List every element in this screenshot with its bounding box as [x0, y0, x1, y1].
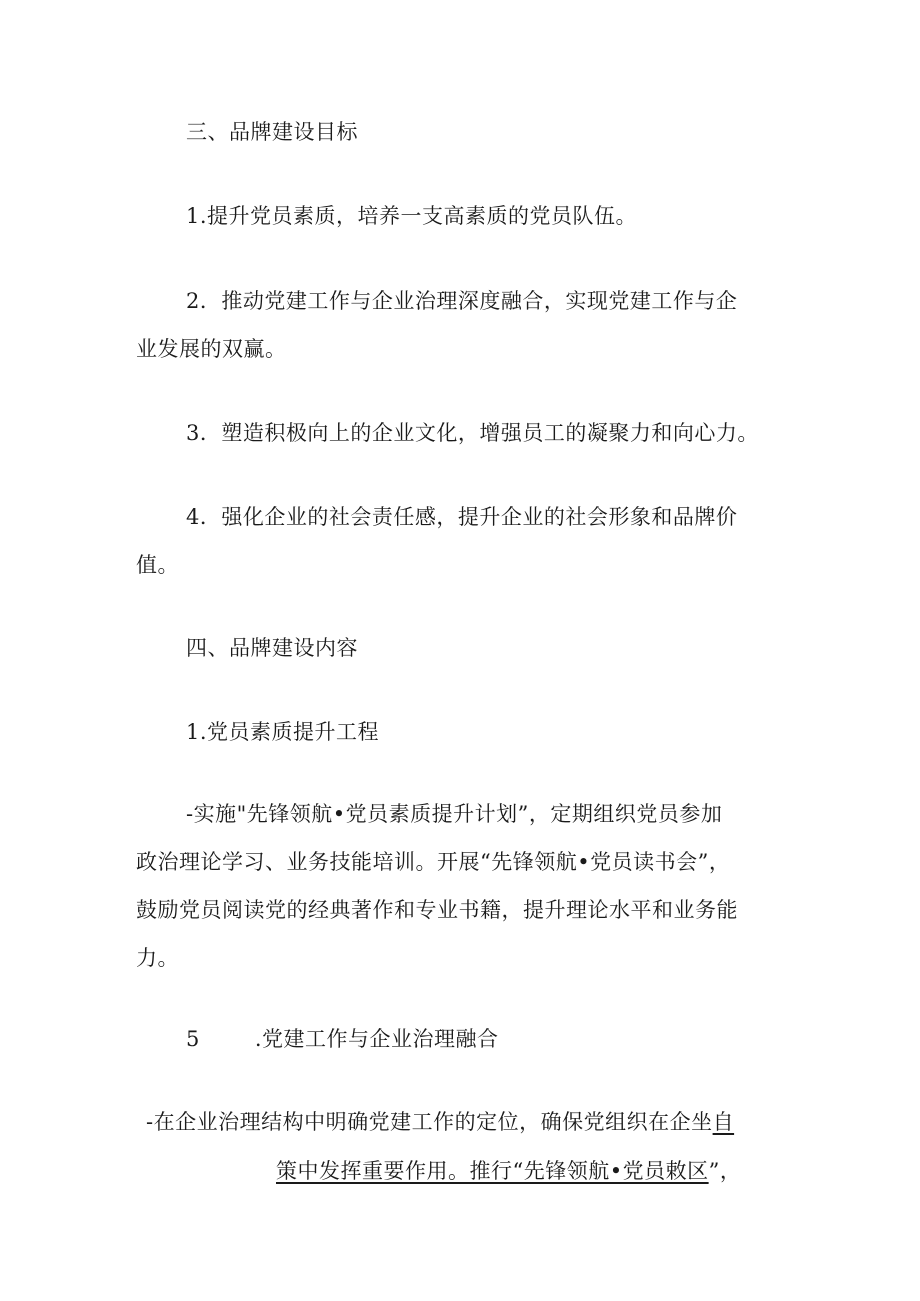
content-sub-2-title: .党建工作与企业治理融合	[254, 1027, 499, 1051]
content-sub-1-para-line-3: 鼓励党员阅读党的经典著作和专业书籍，提升理论水平和业务能	[136, 898, 738, 922]
goal-item-1: 1.提升党员素质，培养一支高素质的党员队伍。	[186, 204, 638, 228]
content-sub-1-para-line-4: 力。	[136, 946, 179, 970]
goal-item-4-line-1: 4．强化企业的社会责任感，提升企业的社会形象和品牌价	[186, 505, 738, 529]
goal-item-2-line-1: 2．推动党建工作与企业治理深度融合，实现党建工作与企	[186, 289, 738, 313]
section4-heading: 四、品牌建设内容	[186, 636, 358, 660]
content-sub-2-para-line-1	[146, 1108, 734, 1136]
content-sub-1-para-line-1: -实施"先锋领航•党员素质提升计划”，定期组织党员参加	[186, 802, 723, 826]
content-sub-1-para-line-2: 政治理论学习、业务技能培训。开展“先锋领航•党员读书会”，	[136, 850, 731, 874]
content-sub-2-para-line-2	[276, 1157, 741, 1185]
content-sub-2-title-row	[186, 1025, 499, 1053]
goal-item-3: 3．塑造积极向上的企业文化，增强员工的凝聚力和向心力。	[186, 421, 759, 445]
content-sub-2-number: 5	[186, 1027, 200, 1051]
content-sub-2-para-line-2-text: ”，	[708, 1159, 742, 1183]
content-sub-1-title: 1.党员素质提升工程	[186, 720, 380, 744]
content-sub-2-para-line-1-text: -在企业治理结构中明确党建工作的定位，确保党组织在企坐	[146, 1110, 713, 1134]
content-sub-2-para-line-2-underlined: 策中发挥重要作用。推行“先锋领航•党员敕区	[276, 1159, 709, 1183]
section3-heading: 三、品牌建设目标	[186, 120, 358, 144]
goal-item-2-line-2: 业发展的双赢。	[136, 337, 287, 361]
content-sub-2-para-line-1-underlined: 自	[712, 1110, 735, 1134]
goal-item-4-line-2: 值。	[136, 553, 179, 577]
